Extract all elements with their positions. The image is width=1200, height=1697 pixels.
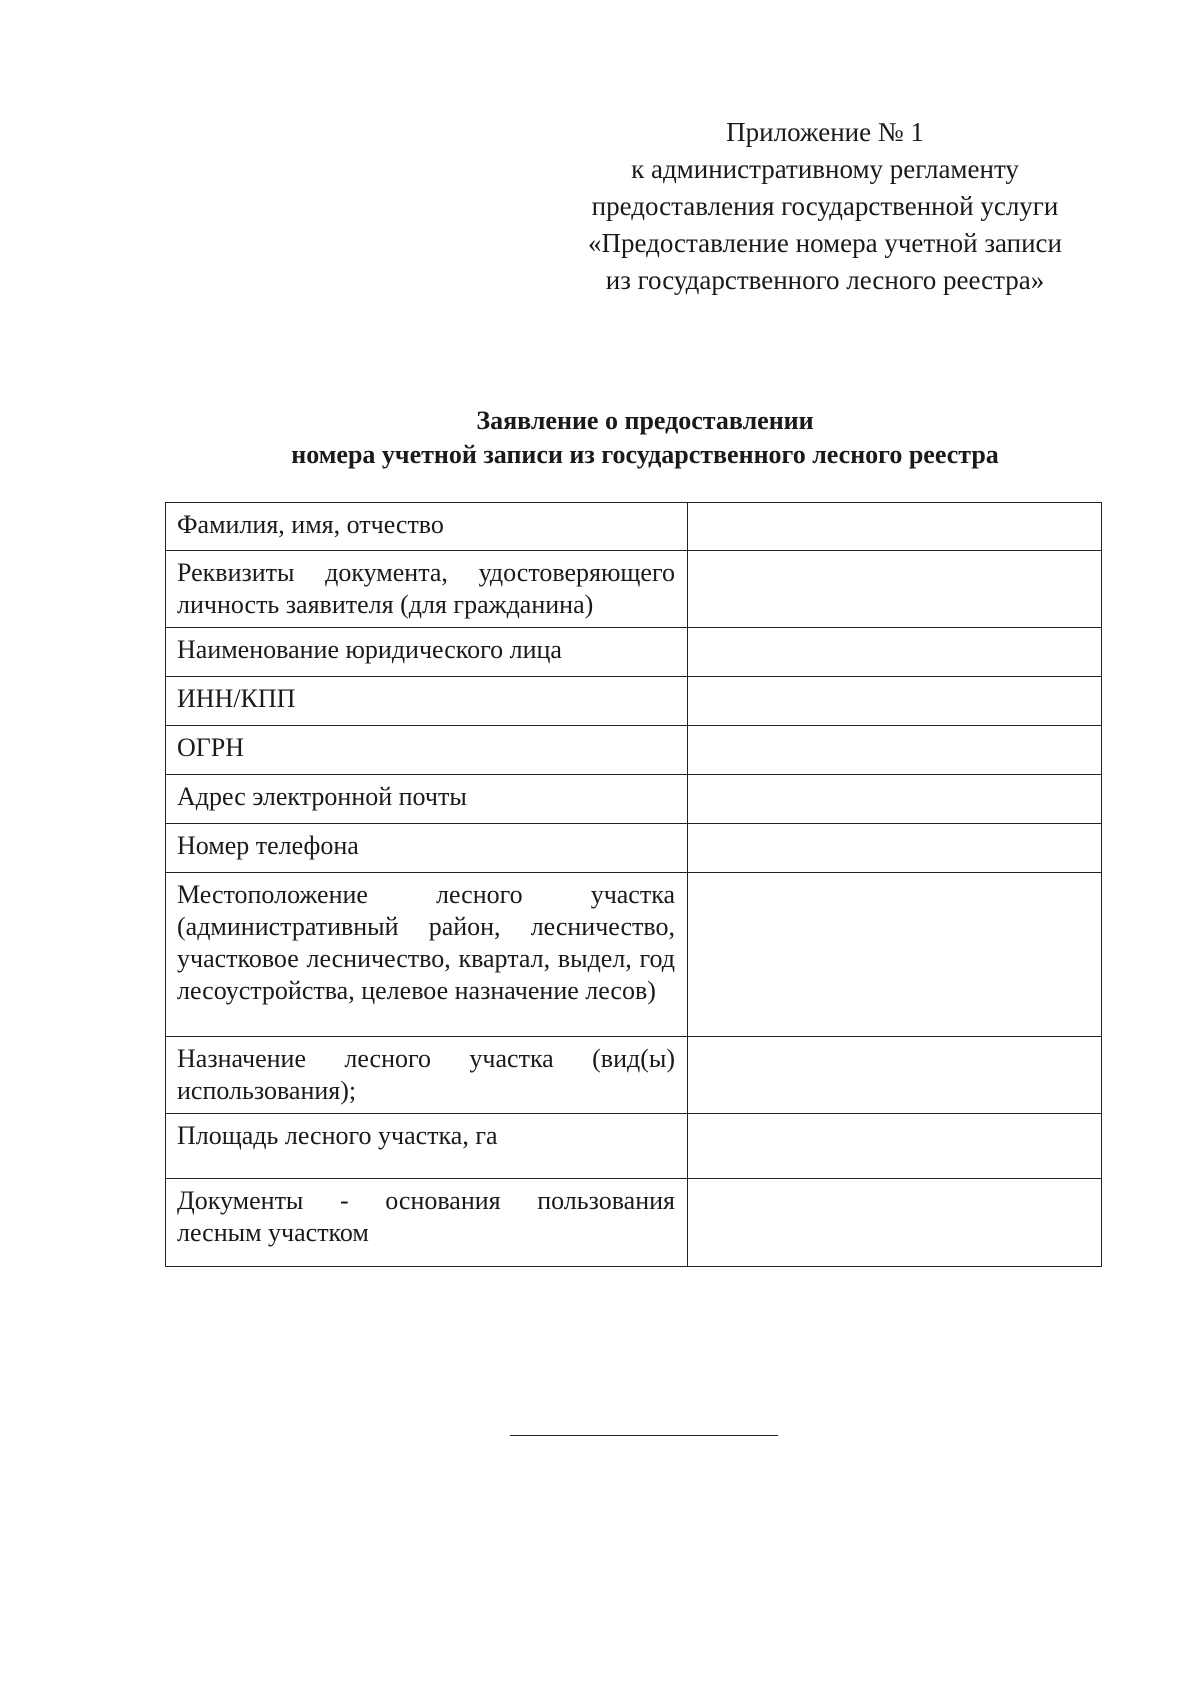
- table-row: [166, 677, 1102, 726]
- document-title-line-2: номера учетной записи из государственного лесного реестра: [291, 440, 999, 469]
- row-label-plot-location: Местоположение лесного участка (административный район, лесничество, участковое лесничество, квартал, выдел, год лесоустройства, целевое назначение лесов): [166, 873, 688, 1037]
- row-value-email[interactable]: [688, 775, 1102, 824]
- appendix-header: [560, 114, 1090, 299]
- row-label-plot-area: Площадь лесного участка, га: [166, 1114, 688, 1179]
- table-row: [166, 1114, 1102, 1179]
- table-row: [166, 726, 1102, 775]
- table-row: [166, 503, 1102, 551]
- table-row: [166, 1037, 1102, 1114]
- appendix-line-4: «Предоставление номера учетной записи: [588, 228, 1062, 258]
- row-value-legal-entity-name[interactable]: [688, 628, 1102, 677]
- row-value-ogrn[interactable]: [688, 726, 1102, 775]
- row-value-inn-kpp[interactable]: [688, 677, 1102, 726]
- table-row: [166, 1179, 1102, 1267]
- row-label-inn-kpp: ИНН/КПП: [166, 677, 688, 726]
- application-form-table: [165, 502, 1102, 1267]
- appendix-line-1: Приложение № 1: [726, 117, 924, 147]
- table-row: [166, 775, 1102, 824]
- row-label-legal-entity-name: Наименование юридического лица: [166, 628, 688, 677]
- appendix-line-5: из государственного лесного реестра»: [605, 265, 1045, 295]
- appendix-line-3: предоставления государственной услуги: [591, 191, 1059, 221]
- row-value-plot-area[interactable]: [688, 1114, 1102, 1179]
- row-label-email: Адрес электронной почты: [166, 775, 688, 824]
- row-label-full-name: Фамилия, имя, отчество: [166, 503, 688, 551]
- row-label-identity-document: Реквизиты документа, удостоверяющего личность заявителя (для гражданина): [166, 551, 688, 628]
- document-title-line-1: Заявление о предоставлении: [476, 406, 814, 435]
- row-label-plot-purpose: Назначение лесного участка (вид(ы) использования);: [166, 1037, 688, 1114]
- row-value-plot-location[interactable]: [688, 873, 1102, 1037]
- row-value-plot-purpose[interactable]: [688, 1037, 1102, 1114]
- row-value-usage-documents[interactable]: [688, 1179, 1102, 1267]
- table-row: [166, 873, 1102, 1037]
- document-title: [160, 404, 1130, 472]
- table-row: [166, 628, 1102, 677]
- row-label-usage-documents: Документы - основания пользования лесным участком: [166, 1179, 688, 1267]
- row-label-phone: Номер телефона: [166, 824, 688, 873]
- row-value-phone[interactable]: [688, 824, 1102, 873]
- appendix-line-2: к административному регламенту: [631, 154, 1019, 184]
- row-label-ogrn: ОГРН: [166, 726, 688, 775]
- signature-line: [510, 1435, 778, 1436]
- table-row: [166, 824, 1102, 873]
- row-value-identity-document[interactable]: [688, 551, 1102, 628]
- table-row: [166, 551, 1102, 628]
- row-value-full-name[interactable]: [688, 503, 1102, 551]
